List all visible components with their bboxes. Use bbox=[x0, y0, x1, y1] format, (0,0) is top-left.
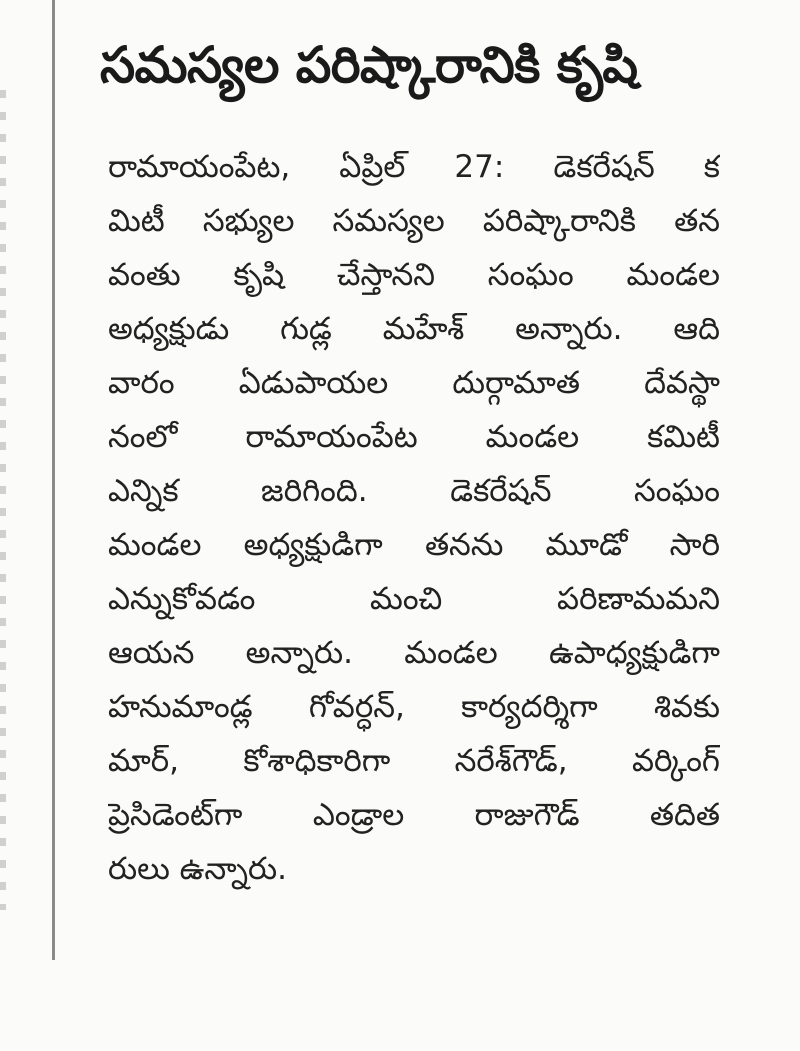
article-line: ఎన్నుకోవడం మంచి పరిణామమని bbox=[108, 581, 720, 617]
article-line: మండల అధ్యక్షుడిగా తనను మూడో సారి bbox=[108, 527, 720, 563]
adjacent-column-edge bbox=[0, 90, 6, 910]
column-divider bbox=[52, 0, 55, 960]
previous-article-cut-text bbox=[110, 0, 710, 10]
article-line: మార్, కోశాధికారిగా నరేశ్‌గౌడ్, వర్కింగ్ bbox=[108, 743, 720, 779]
article-line: మిటీ సభ్యుల సమస్యల పరిష్కారానికి తన bbox=[108, 203, 720, 239]
article-line: ఎన్నిక జరిగింది. డెకరేషన్ సంఘం bbox=[108, 473, 720, 509]
article-line: అధ్యక్షుడు గుడ్ల మహేశ్ అన్నారు. ఆది bbox=[108, 311, 720, 347]
article-line: ప్రెసిడెంట్‌గా ఎండ్రాల రాజుగౌడ్ తదిత bbox=[108, 797, 720, 833]
article-line: రులు ఉన్నారు. bbox=[108, 851, 287, 887]
article-line: ఆయన అన్నారు. మండల ఉపాధ్యక్షుడిగా bbox=[108, 635, 720, 671]
article-headline: సమస్యల పరిష్కారానికి కృషి bbox=[100, 36, 638, 94]
article-body bbox=[108, 140, 720, 896]
article-line: రామాయంపేట, ఏప్రిల్ 27: డెకరేషన్ క bbox=[108, 149, 720, 185]
article-line: నంలో రామాయంపేట మండల కమిటీ bbox=[108, 419, 720, 455]
article-line: వంతు కృషి చేస్తానని సంఘం మండల bbox=[108, 257, 720, 293]
article-line: హనుమాండ్ల గోవర్ధన్, కార్యదర్శిగా శివకు bbox=[108, 689, 720, 725]
article-line: వారం ఏడుపాయల దుర్గామాత దేవస్థా bbox=[108, 365, 720, 401]
